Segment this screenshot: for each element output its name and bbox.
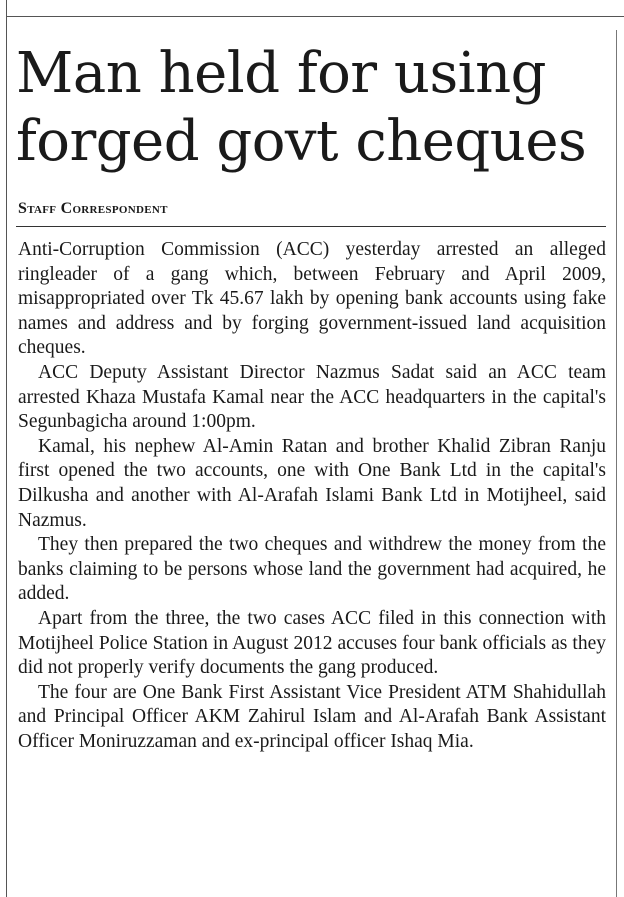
paragraph-2: ACC Deputy Assistant Director Nazmus Sadat said an ACC team arrested Khaza Mustafa Kamal near the ACC headquarters in the capital's Segunbagicha around 1:00pm. bbox=[18, 361, 606, 433]
paragraph-4: They then prepared the two cheques and withdrew the money from the banks claiming to be persons whose land the government had acquired, he added. bbox=[18, 534, 606, 605]
paragraph-3: Kamal, his nephew Al-Amin Ratan and brother Khalid Zibran Ranju first opened the two accounts, one with One Bank Ltd in the capital's Dilkusha and another with Al-Arafah Islami Bank Ltd in Motijheel, said Nazmus. bbox=[18, 435, 606, 531]
frame-left-rule bbox=[6, 0, 7, 897]
paragraph-6: The four are One Bank First Assistant Vice President ATM Shahidullah and Principal Officer AKM Zahirul Islam and Al-Arafah Bank Assistant Officer Moniruzzaman and ex-principal officer Ishaq Mia. bbox=[18, 681, 606, 752]
paragraph-1: Anti-Corruption Commission (ACC) yesterday arrested an alleged ringleader of a gang which, between February and April 2009, misappropriated over Tk 45.67 lakh by opening bank accounts using fake names and address and by forging government-issued land acquisition cheques. bbox=[18, 239, 606, 359]
byline: Staff Correspondent bbox=[18, 200, 168, 217]
headline: Man held for using forged govt cheques bbox=[16, 41, 587, 174]
paragraph-5: Apart from the three, the two cases ACC filed in this connection with Motijheel Police Station in August 2012 accuses four bank officials as they did not properly verify documents the gang produced. bbox=[18, 607, 606, 679]
column-right-rule bbox=[616, 30, 617, 897]
byline-rule bbox=[16, 226, 606, 227]
frame-top-rule bbox=[6, 16, 624, 17]
article-body bbox=[18, 238, 606, 754]
